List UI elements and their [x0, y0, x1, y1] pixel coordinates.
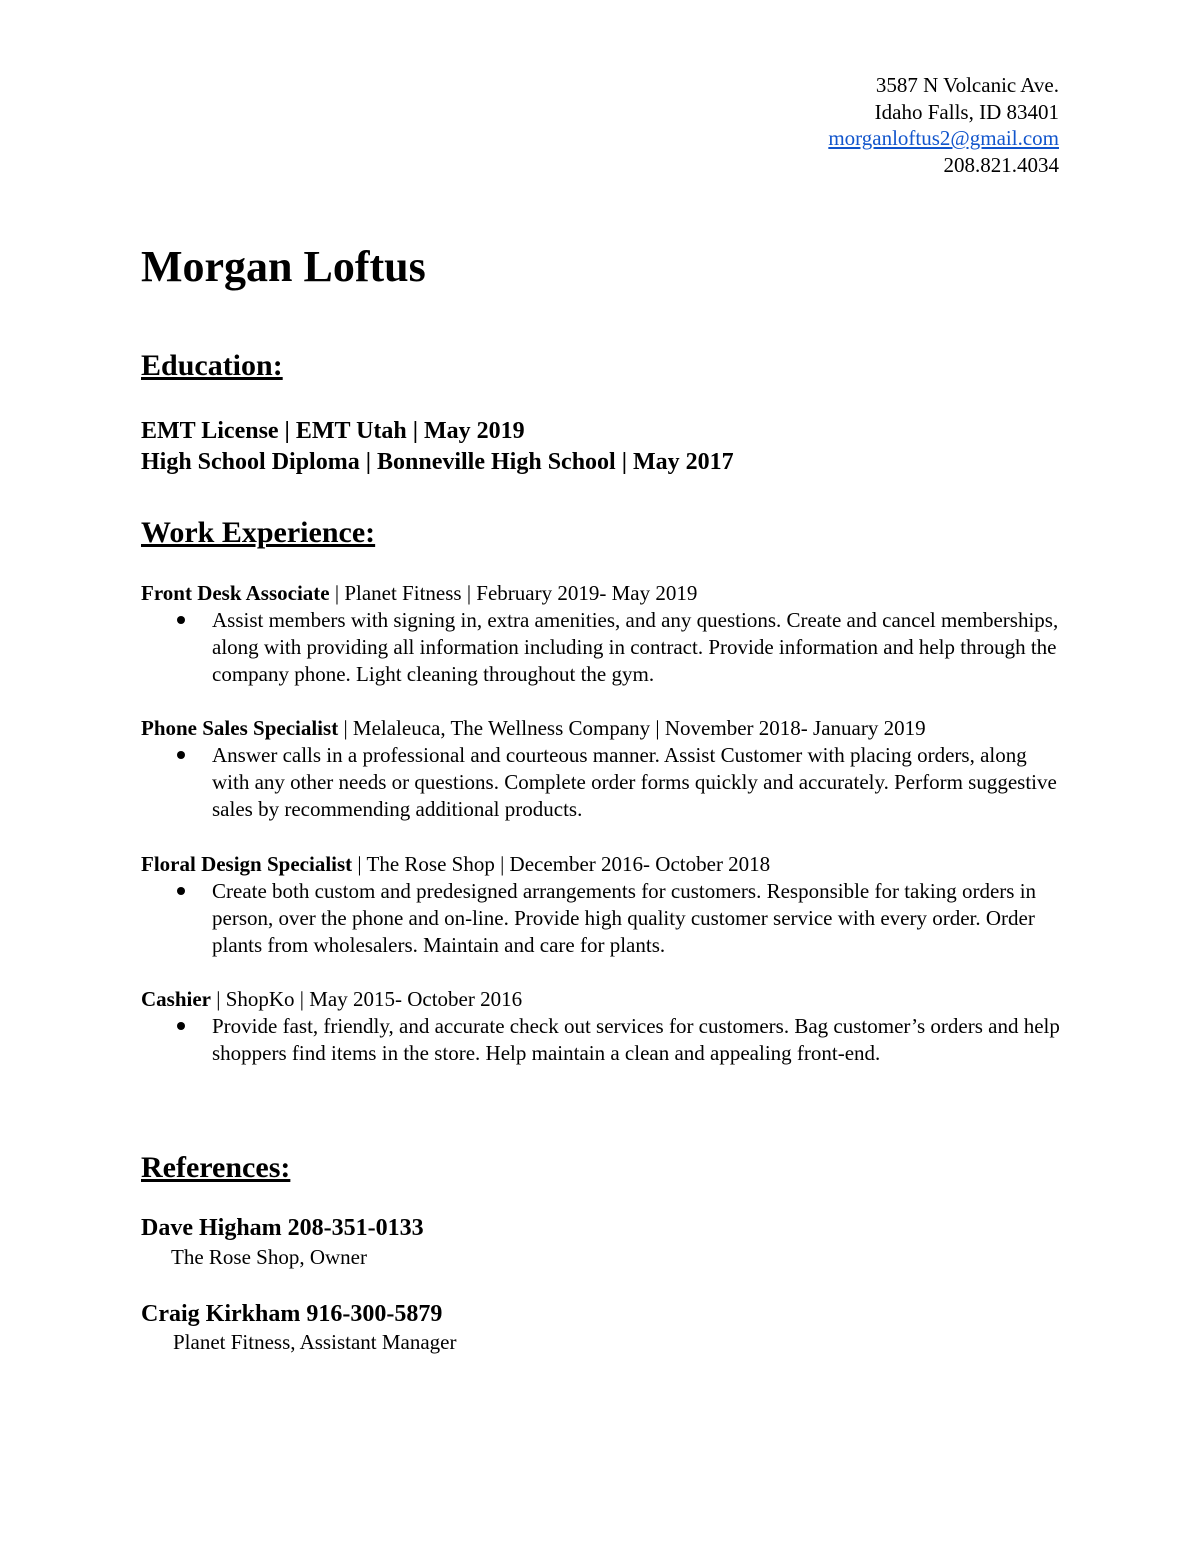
- job-title: Phone Sales Specialist: [141, 716, 339, 740]
- job-header: [141, 851, 1061, 878]
- job-header: [141, 580, 1061, 607]
- education-item: High School Diploma | Bonneville High School | May 2017: [141, 449, 734, 475]
- job-header: [141, 986, 1061, 1013]
- job-title: Cashier: [141, 987, 211, 1011]
- education-item: EMT License | EMT Utah | May 2019: [141, 418, 525, 444]
- job-duty-text: Answer calls in a professional and courteous manner. Assist Customer with placing orders, along with any other needs or questions. Complete order forms quickly and accurately. Perform suggestive sales by recommending additional products.: [212, 743, 1057, 821]
- bullet-icon: [177, 1022, 185, 1030]
- address-line-1: 3587 N Volcanic Ave.: [875, 73, 1059, 97]
- job-duty: [141, 1013, 1061, 1067]
- job-duty-text: Create both custom and predesigned arrangements for customers. Responsible for taking orders in person, over the phone and on-line. Provide high quality customer service with every order. Order plants from wholesalers. Maintain and care for plants.: [212, 879, 1037, 957]
- reference-name: Craig Kirkham 916-300-5879: [141, 1301, 443, 1327]
- job-details: | The Rose Shop | December 2016- October 2018: [352, 852, 771, 876]
- email-link[interactable]: morganloftus2@gmail.com: [828, 126, 1059, 150]
- job-entry: [141, 986, 1061, 1067]
- job-duty: [141, 607, 1061, 688]
- education-heading: Education:: [141, 349, 283, 382]
- contact-block: [828, 72, 1059, 178]
- job-details: | Planet Fitness | February 2019- May 2019: [329, 581, 698, 605]
- job-title: Front Desk Associate: [141, 581, 330, 605]
- job-duties-list: [141, 878, 1061, 959]
- job-duty-text: Assist members with signing in, extra amenities, and any questions. Create and cancel memberships, along with providing all information including in contract. Provide information and help through the company phone. Light cleaning throughout the gym.: [212, 608, 1059, 686]
- job-entry: [141, 715, 1061, 823]
- work-experience-heading: Work Experience:: [141, 516, 376, 549]
- job-header: [141, 715, 1061, 742]
- bullet-icon: [177, 751, 185, 759]
- job-details: | ShopKo | May 2015- October 2016: [211, 987, 523, 1011]
- reference-role: Planet Fitness, Assistant Manager: [173, 1330, 457, 1354]
- job-duty: [141, 742, 1061, 823]
- job-entry: [141, 580, 1061, 688]
- references-heading: References:: [141, 1151, 291, 1184]
- job-details: | Melaleuca, The Wellness Company | November 2018- January 2019: [338, 716, 926, 740]
- job-duty: [141, 878, 1061, 959]
- phone-number: 208.821.4034: [943, 152, 1059, 177]
- job-entry: [141, 851, 1061, 959]
- bullet-icon: [177, 616, 185, 624]
- job-duty-text: Provide fast, friendly, and accurate check out services for customers. Bag customer’s orders and help shoppers find items in the store. Help maintain a clean and appealing front-end.: [212, 1014, 1060, 1065]
- job-duties-list: [141, 742, 1061, 823]
- reference-role: The Rose Shop, Owner: [171, 1245, 367, 1269]
- job-duties-list: [141, 607, 1061, 688]
- bullet-icon: [177, 887, 185, 895]
- job-duties-list: [141, 1013, 1061, 1067]
- reference-name: Dave Higham 208-351-0133: [141, 1215, 424, 1241]
- address-line-2: Idaho Falls, ID 83401: [874, 99, 1059, 124]
- candidate-name: Morgan Loftus: [141, 242, 426, 291]
- job-title: Floral Design Specialist: [141, 852, 353, 876]
